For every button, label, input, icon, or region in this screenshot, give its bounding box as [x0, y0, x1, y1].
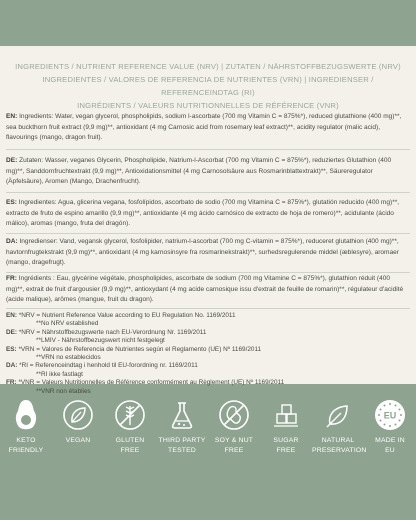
- legend-note: **LMIV - Nährstoffbezugswert nicht festgelegt: [36, 337, 165, 345]
- natural-preservation-icon: [312, 398, 364, 432]
- badge-label: SOY & NUT FREE: [214, 437, 254, 454]
- divider: [6, 149, 410, 150]
- legend-row: FR: *VNR = Valeurs Nutritionnelles de Référence conformément au Règlement (UE) Nº 1169/2011: [6, 379, 285, 387]
- eu-badge-text: EU: [383, 410, 397, 421]
- lang-code: FR: [6, 275, 15, 282]
- ingredients-text: Ingredientes: Agua, glicerina vegana, fosfolípidos, ascorbato de sodio (700 mg Vitamina C = 875%*), glutatión reducido (400 mg)**, extracto de fruto de espino amarillo (9,9 mg)**, antioxidante (4 mg ácido carnósico de extracto de hoja de romero)**, acidulante (ácido málico), aromas (mango, fruta del dragón).: [6, 199, 400, 228]
- divider: [6, 272, 410, 273]
- badge-label: NATURAL PRESERVATION: [312, 437, 367, 454]
- badge-third-party-tested: [156, 398, 208, 455]
- ingredients-text: Zutaten: Wasser, veganes Glycerin, Phospholipide, Natrium-l-Ascorbat (700 mg Vitamin C = 875%*), reduziertes Glutathion (400 mg)**, Sanddornfruchtextrakt (9,9 mg)**, Antioxidationsmittel (4 mg Carnosolsäure aus Rosmarinblattextrakt)**, Säureregulator (Äpfelsäure), Aromen (Mango, Drachenfrucht).: [6, 157, 392, 186]
- ingredients-heading: [14, 60, 402, 112]
- heading-line: INGREDIENTES / VALORES DE REFERENCIA DE NUTRIENTES (VRN) | INGREDIENSER / REFERENCEINDTAG (RI): [42, 75, 374, 97]
- badge-label: SUGAR FREE: [273, 437, 299, 454]
- legend-note: **VNR non établies: [36, 387, 91, 395]
- badge-sugar-free: [260, 398, 312, 455]
- ingredients-text: Ingredienser: Vand, vegansk glycerol, fosfolipider, natrium-l-ascorbat (700 mg C-vitamin = 875%*), reduceret glutathion (400 mg)**, havtornfrugtekstrakt (9,9 mg)**, antioxidant (4 mg karnosinsyre fra rosmarinekstrakt)**, surhedsregulerende middel (æblesyre), aromaer (mango, dragefrugt).: [6, 238, 399, 267]
- legend-row: ES: *VRN = Valores de Referencia de Nutrientes según el Reglamento (UE) Nº 1169/2011: [6, 345, 262, 353]
- section-fr: FR: Ingrédients : Eau, glycérine végétale, phospholipides, ascorbate de sodium (700 mg Vitamine C = 875%*), glutathion réduit (400 mg)**, extrait de fruit d'argousier (9,9 mg)**, antioxydant (4 mg acide carnosique issu d'extrait de feuille de romarin)**, régulateur d'acidité (acide malique), arômes (mangue, fruit du dragon).: [6, 275, 404, 304]
- legend-row: DE: *NRV = Nährstoffbezugswerte nach EU-Verordnung Nr. 1169/2011: [6, 328, 207, 336]
- avocado-icon: [0, 398, 52, 432]
- badge-label: THIRD PARTY TESTED: [158, 437, 206, 454]
- lang-code: DE: [6, 157, 16, 164]
- peanut-icon: [208, 398, 260, 432]
- section-es: ES: Ingredientes: Agua, glicerina vegana, fosfolípidos, ascorbato de sodio (700 mg Vitamina C = 875%*), glutatión reducido (400 mg)**, extracto de fruto de espino amarillo (9,9 mg)**, antioxidante (4 mg ácido carnósico de extracto de hoja de romero)**, acidulante (ácido málico), aromas (mango, fruta del dragón).: [6, 199, 400, 228]
- leaf-icon: [52, 398, 104, 432]
- divider: [6, 192, 410, 193]
- lang-code: ES: [6, 199, 15, 206]
- flask-icon: [156, 398, 208, 432]
- eu-flag-icon: [364, 398, 416, 432]
- legend-row: DA: *RI = Referenceindtag i henhold til EU-forordning nr. 1169/2011: [6, 362, 198, 370]
- divider: [6, 308, 410, 309]
- lang-code: EN: [6, 113, 16, 120]
- divider: [6, 233, 410, 234]
- badge-label: VEGAN: [65, 437, 91, 444]
- section-en: EN: Ingredients: Water, vegan glycerol, phospholipids, sodium l-ascorbate (700 mg Vitamin C = 875%*), reduced glutathione (400 mg)**, sea buckthorn fruit extract (9,9 mg)**, antioxidant (4 mg Carnosic acid from rosemary leaf extract)**, acidity regulator (malic acid), flavourings (mango, dragon fruit).: [6, 113, 402, 142]
- section-da: DA: Ingredienser: Vand, vegansk glycerol, fosfolipider, natrium-l-ascorbat (700 mg C-vitamin = 875%*), reduceret glutathion (400 mg)**, havtornfrugtekstrakt (9,9 mg)**, antioxidant (4 mg karnosinsyre fra rosmarinekstrakt)**, surhedsregulerende middel (æblesyre), aromaer (mango, dragefrugt).: [6, 238, 399, 267]
- ingredients-text: Ingredients: Water, vegan glycerol, phospholipids, sodium l-ascorbate (700 mg Vitamin C = 875%*), reduced glutathione (400 mg)**, sea buckthorn fruit extract (9,9 mg)**, antioxidant (4 mg Carnosic acid from rosemary leaf extract)**, acidity regulator (malic acid), flavourings (mango, dragon fruit).: [6, 113, 402, 142]
- sugar-cubes-icon: [260, 398, 312, 432]
- badge-vegan: [52, 398, 104, 446]
- lang-code: DA: [6, 238, 16, 245]
- top-band: [0, 0, 416, 46]
- heading-line: INGREDIENTS / NUTRIENT REFERENCE VALUE (NRV) | ZUTATEN / NÄHRSTOFFBEZUGSWERTE (NRV): [15, 62, 401, 71]
- badge-gluten-free: [104, 398, 156, 455]
- badge-soy-nut-free: [208, 398, 260, 455]
- badge-label: MADE IN EU: [375, 437, 405, 454]
- heading-line: INGRÉDIENTS / VALEURS NUTRITIONNELLES DE RÉFÉRENCE (VNR): [77, 101, 339, 110]
- legend-note: **VRN no establecidos: [36, 354, 101, 362]
- ingredients-text: Ingrédients : Eau, glycérine végétale, phospholipides, ascorbate de sodium (700 mg Vitamine C = 875%*), glutathion réduit (400 mg)**, extrait de fruit d'argousier (9,9 mg)**, antioxydant (4 mg acide carnosique issu d'extrait de feuille de romarin)**, régulateur d'acidité (acide malique), arômes (mangue, fruit du dragon).: [6, 275, 404, 304]
- badge-label: GLUTEN FREE: [115, 437, 145, 454]
- legend-note: **RI ikke fastlagt: [36, 370, 83, 378]
- badge-row: [0, 398, 416, 468]
- nrv-legend: [6, 312, 410, 396]
- wheat-icon: [104, 398, 156, 432]
- badge-made-in-eu: [364, 398, 416, 455]
- section-de: DE: Zutaten: Wasser, veganes Glycerin, Phospholipide, Natrium-l-Ascorbat (700 mg Vitamin C = 875%*), reduziertes Glutathion (400 mg)**, Sanddornfruchtextrakt (9,9 mg)**, Antioxidationsmittel (4 mg Carnosolsäure aus Rosmarinblattextrakt)**, Säureregulator (Äpfelsäure), Aromen (Mango, Drachenfrucht).: [6, 157, 392, 186]
- legend-note: **No NRV established: [36, 320, 99, 328]
- badge-keto-friendly: [0, 398, 52, 455]
- badge-label: KETO FRIENDLY: [8, 437, 44, 454]
- badge-natural-preservation: [312, 398, 367, 455]
- legend-row: EN: *NRV = Nutrient Reference Value according to EU Regulation No. 1169/2011: [6, 312, 236, 319]
